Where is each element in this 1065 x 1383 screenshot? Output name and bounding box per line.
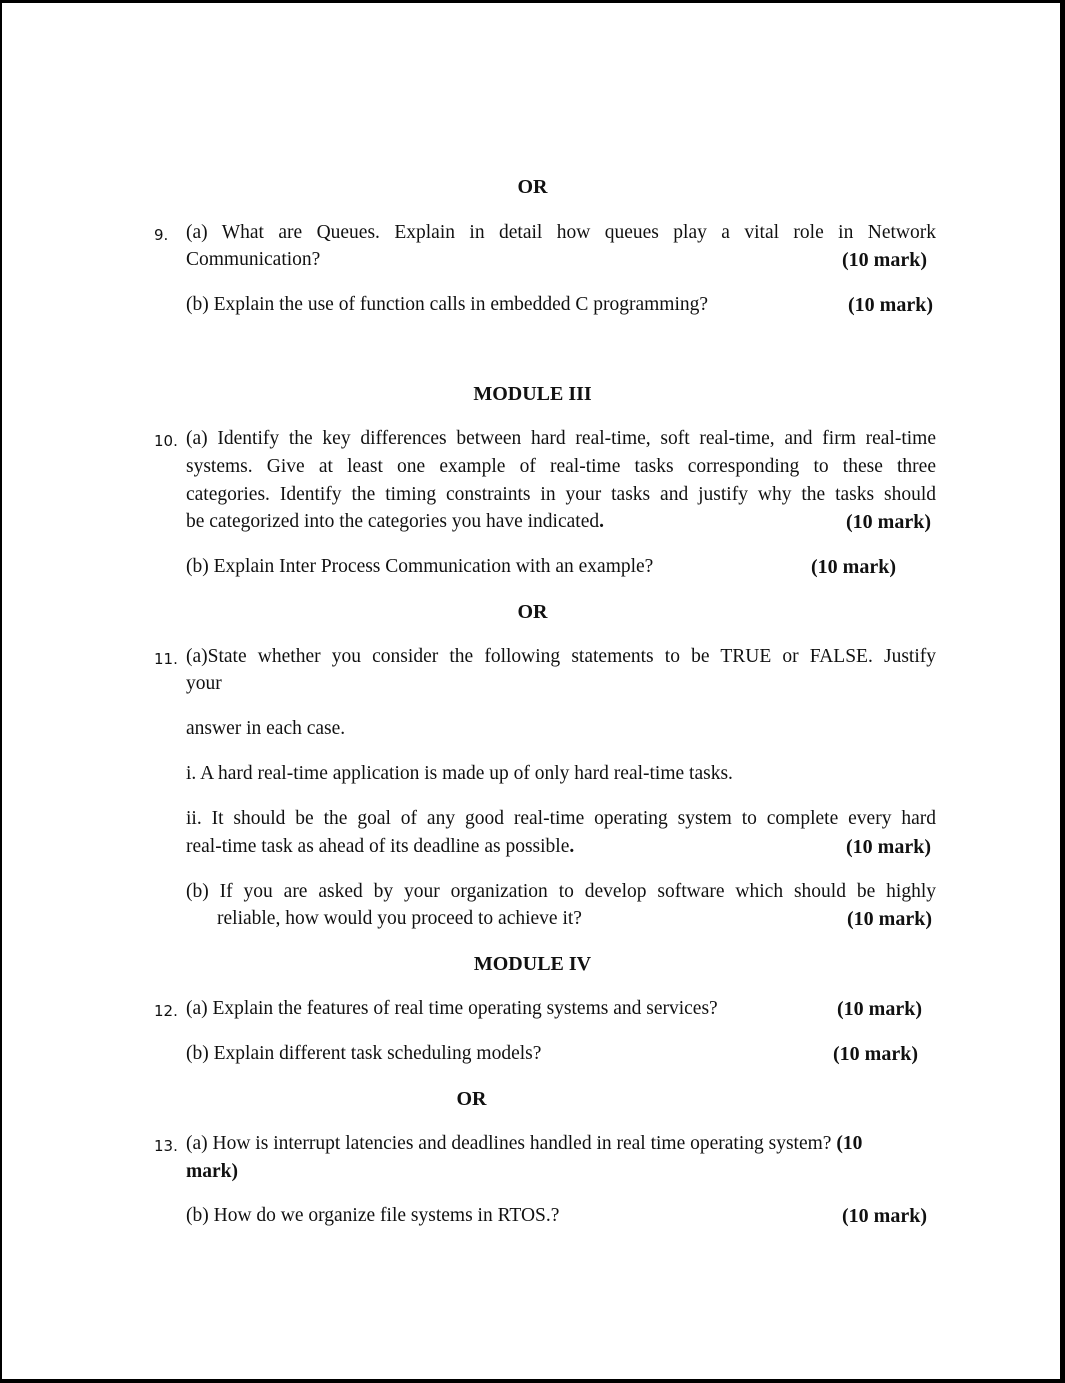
question-11b-line-2: reliable, how would you proceed to achieve it? [217, 908, 582, 929]
question-12a-mark: (10 mark) [837, 998, 922, 1020]
question-11b-mark: (10 mark) [847, 908, 932, 930]
or-heading-3: OR [456, 1088, 487, 1110]
question-10a-line-2: systems. Give at least one example of real-time tasks corresponding to these three [186, 456, 936, 477]
question-12b-text: (b) Explain different task scheduling models? [186, 1043, 542, 1064]
module-4-heading: MODULE IV [473, 953, 592, 975]
question-13a-mark-part-2: mark) [186, 1161, 238, 1182]
question-10a-line-4-text: be categorized into the categories you have indicated [186, 511, 600, 532]
question-11a-line-3: answer in each case. [186, 718, 346, 739]
question-13-number: 13. [154, 1137, 178, 1155]
question-10a-line-4 [186, 511, 604, 533]
question-9-number: 9. [154, 226, 169, 244]
question-9b-mark: (10 mark) [848, 294, 933, 316]
question-10a-mark: (10 mark) [846, 511, 931, 533]
question-11-number: 11. [154, 650, 178, 668]
question-13a-mark-part-1: (10 [836, 1133, 863, 1154]
question-10b-text: (b) Explain Inter Process Communication with an example? [186, 556, 654, 577]
question-11-statement-ii-mark: (10 mark) [846, 836, 931, 858]
question-11a-line-1: (a)State whether you consider the following statements to be TRUE or FALSE. Justify [186, 646, 936, 667]
question-9a-line-1: (a) What are Queues. Explain in detail how queues play a vital role in Network [186, 222, 936, 243]
question-9b-text: (b) Explain the use of function calls in embedded C programming? [186, 294, 709, 315]
question-12-number: 12. [154, 1002, 178, 1020]
question-12b-mark: (10 mark) [833, 1043, 918, 1065]
question-13a-line-1 [186, 1133, 862, 1155]
module-3-heading: MODULE III [473, 383, 592, 405]
question-10a-line-4-period: . [599, 511, 604, 532]
question-11b-line-1: (b) If you are asked by your organization to develop software which should be highly [186, 881, 936, 902]
question-13b-mark: (10 mark) [842, 1205, 927, 1227]
question-13b-text: (b) How do we organize file systems in RTOS.? [186, 1205, 560, 1226]
question-11-statement-i: i. A hard real-time application is made up of only hard real-time tasks. [186, 763, 733, 784]
question-11-statement-ii-line-1: ii. It should be the goal of any good real-time operating system to complete every hard [186, 808, 936, 829]
question-11-statement-ii-line-2-text: real-time task as ahead of its deadline as possible [186, 836, 570, 857]
or-heading-2: OR [517, 601, 548, 623]
question-10a-line-3: categories. Identify the timing constraints in your tasks and justify why the tasks should [186, 484, 936, 505]
question-13a-line-1-text: (a) How is interrupt latencies and deadlines handled in real time operating system? [186, 1133, 832, 1154]
question-9a-line-2: Communication? [186, 249, 321, 270]
question-10-number: 10. [154, 432, 178, 450]
question-10b-mark: (10 mark) [811, 556, 896, 578]
question-11-statement-ii-line-2 [186, 836, 574, 858]
question-11a-line-2: your [186, 673, 222, 694]
question-10a-line-1: (a) Identify the key differences between hard real-time, soft real-time, and firm real-time [186, 428, 936, 449]
question-9a-mark: (10 mark) [842, 249, 927, 271]
or-heading-1: OR [517, 176, 548, 198]
question-12a-text: (a) Explain the features of real time operating systems and services? [186, 998, 718, 1019]
question-11-statement-ii-line-2-period: . [569, 836, 575, 857]
